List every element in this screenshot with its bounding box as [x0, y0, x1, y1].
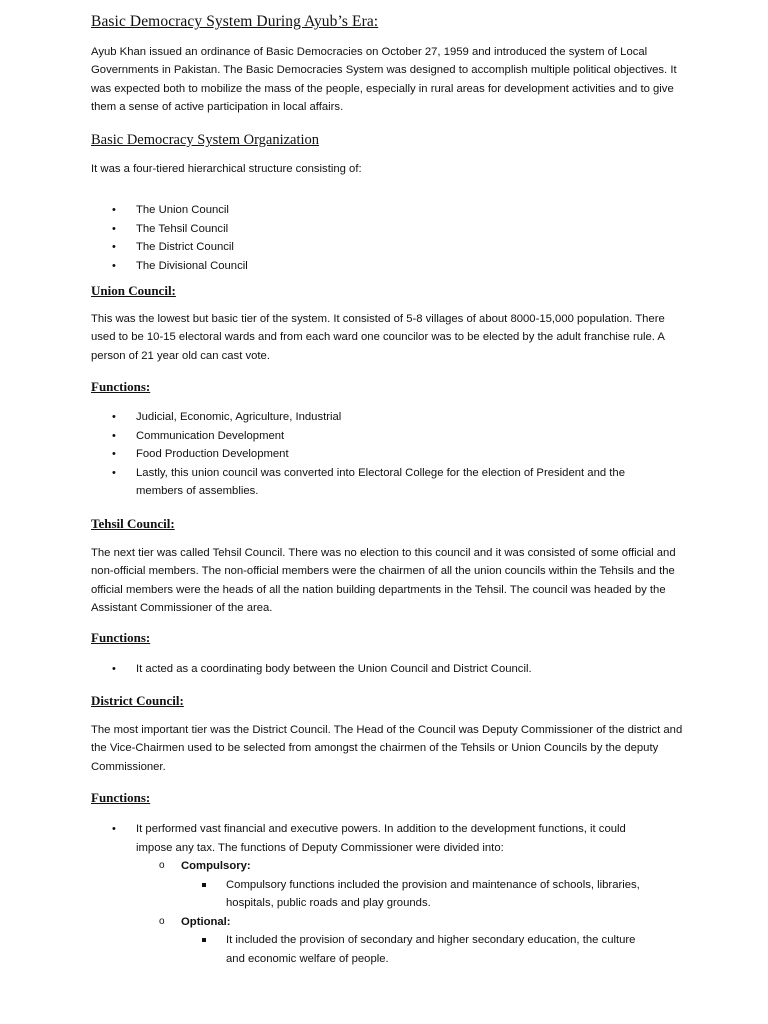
category-label: Compulsory:	[181, 860, 251, 873]
tehsil-functions-heading: Functions:	[91, 630, 151, 645]
list-item: • The Tehsil Council	[91, 220, 691, 239]
district-functions-heading: Functions:	[91, 790, 151, 805]
union-council-heading: Union Council:	[91, 283, 176, 298]
category-label: Optional:	[181, 915, 231, 928]
tier-list	[91, 201, 691, 275]
bullet-icon: •	[112, 663, 116, 675]
list-item: • The Union Council	[91, 201, 691, 220]
district-council-heading: District Council:	[91, 693, 184, 708]
circle-bullet-icon: o	[159, 860, 165, 872]
list-item: • Judicial, Economic, Agriculture, Industrial	[91, 408, 691, 427]
district-council-text: The most important tier was the District Council. The Head of the Council was Deputy Commissioner of the district and the Vice-Chairmen used to be selected from amongst the chairmen of the Tehsils or Union Councils by the deputy Commissioner.	[91, 724, 683, 773]
list-item: • Food Production Development	[91, 445, 691, 464]
union-functions-list	[91, 408, 691, 501]
organization-heading: Basic Democracy System Organization	[91, 132, 320, 148]
tehsil-council-heading: Tehsil Council:	[91, 516, 175, 531]
bullet-icon: •	[112, 222, 116, 235]
list-item: • Communication Development	[91, 427, 691, 446]
category-details	[181, 876, 656, 913]
function-categories	[136, 857, 656, 968]
list-item: • It acted as a coordinating body between the Union Council and District Council.	[91, 660, 691, 679]
tehsil-council-text: The next tier was called Tehsil Council. There was no election to this council and it was consisted of some official and non-official members. The non-official members were the chairmen of all the union councils within the Tehsils and the official members were the heads of all the nation building departments in the Tehsil. The council was headed by the Assistant Commissioner of the area.	[91, 547, 676, 615]
bullet-icon: •	[112, 429, 116, 442]
bullet-icon: •	[112, 823, 116, 835]
bullet-icon: •	[112, 466, 116, 479]
category-details	[181, 931, 656, 968]
list-item: • It performed vast financial and executive powers. In addition to the development functions, it could impose any tax. The functions of Deputy Commissioner were divided into: o Compulsory: Compulsory functions included the provision and maintenance of schools, libraries, hospitals, public roads and play grounds. o Optional: It included the provision of secondary and higher secondary education, the culture and economic welfare of people.	[91, 820, 656, 968]
intro-paragraph: Ayub Khan issued an ordinance of Basic Democracies on October 27, 1959 and introduced the system of Local Governments in Pakistan. The Basic Democracies System was designed to accomplish multiple political objectives. It was expected both to mobilize the mass of the people, especially in rural areas for development activities and to give them a sense of active participation in local affairs.	[91, 46, 677, 114]
bullet-icon: •	[112, 259, 116, 272]
list-item	[136, 913, 656, 968]
square-bullet-icon	[202, 938, 206, 942]
union-functions-heading: Functions:	[91, 379, 151, 394]
union-council-text: This was the lowest but basic tier of the system. It consisted of 5-8 villages of about 8000-15,000 population. There used to be 10-15 electoral wards and from each ward one councilor was to be elected by the adult franchise rule. A person of 21 year old can cast vote.	[91, 313, 665, 362]
list-item: It included the provision of secondary and higher secondary education, the culture and economic welfare of people.	[181, 931, 646, 968]
bullet-icon: •	[112, 241, 116, 254]
square-bullet-icon	[202, 883, 206, 887]
list-item: • The Divisional Council	[91, 257, 691, 276]
organization-text: It was a four-tiered hierarchical structure consisting of:	[91, 163, 362, 175]
list-item: Compulsory functions included the provision and maintenance of schools, libraries, hospitals, public roads and play grounds.	[181, 876, 646, 913]
list-item	[136, 857, 656, 912]
bullet-icon: •	[112, 204, 116, 216]
district-functions-list	[91, 820, 691, 968]
bullet-icon: •	[112, 448, 116, 461]
list-item: • The District Council	[91, 238, 691, 257]
page-title: Basic Democracy System During Ayub’s Era:	[91, 13, 379, 30]
circle-bullet-icon: o	[159, 915, 165, 927]
tehsil-functions-list	[91, 660, 691, 679]
bullet-icon: •	[112, 411, 116, 423]
list-item: • Lastly, this union council was converted into Electoral College for the election of President and the members of assemblies.	[91, 464, 656, 501]
